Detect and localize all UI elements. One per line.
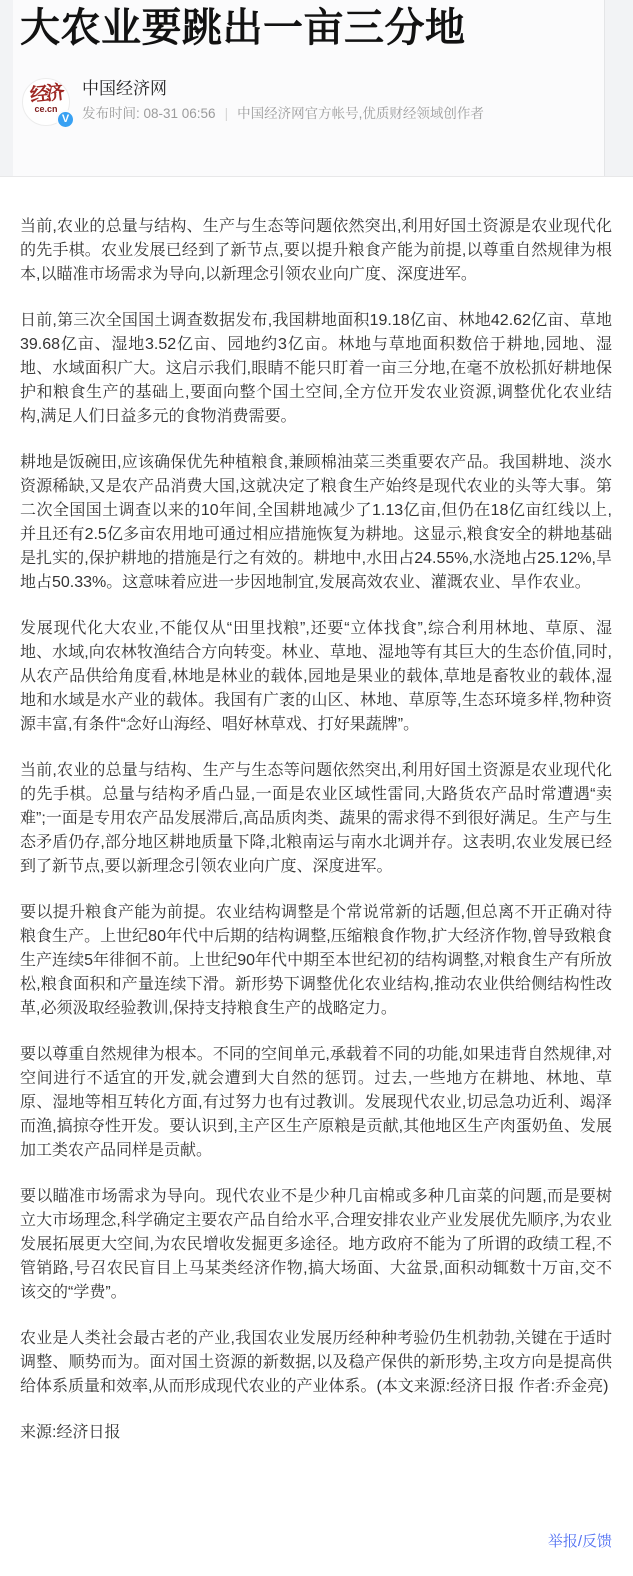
header-card bbox=[13, 0, 605, 176]
report-feedback-link[interactable]: 举报/反馈 bbox=[547, 1533, 612, 1550]
article-paragraph: 当前,农业的总量与结构、生产与生态等问题依然突出,利用好国土资源是农业现代化的先手棋。总量与结构矛盾凸显,一面是农业区域性雷同,大路货农产品时常遭遇“卖难”;一面是专用农产品发展滞后,高品质肉类、蔬果的需求得不到很好满足。生产与生态矛盾仍存,部分地区耕地质量下降,北粮南运与南水北调并存。这表明,农业发展已经到了新节点,要以新理念引领农业向广度、深度进军。 bbox=[20, 762, 612, 875]
page-title: 大农业要跳出一亩三分地 bbox=[20, 6, 466, 50]
article-header bbox=[0, 0, 633, 177]
article-paragraph: 耕地是饭碗田,应该确保优先种植粮食,兼顾棉油菜三类重要农产品。我国耕地、淡水资源稀缺,又是农产品消费大国,这就决定了粮食生产始终是现代农业的头等大事。第二次全国国土调查以来的10年间,全国耕地减少了1.13亿亩,但仍在18亿亩红线以上,并且还有2.5亿多亩农用地可通过相应措施恢复为耕地。这显示,粮食安全的耕地基础是扎实的,保护耕地的措施是行之有效的。耕地中,水田占24.55%,水浇地占25.12%,旱地占50.33%。这意味着应进一步因地制宜,发展高效农业、灌溉农业、旱作农业。 bbox=[20, 454, 612, 591]
author-name[interactable]: 中国经济网 bbox=[82, 79, 167, 98]
article-paragraph: 日前,第三次全国国土调查数据发布,我国耕地面积19.18亿亩、林地42.62亿亩、草地39.68亿亩、湿地3.52亿亩、园地约3亿亩。林地与草地面积数倍于耕地,园地、湿地、水域面积广大。这启示我们,眼睛不能只盯着一亩三分地,在毫不放松抓好耕地保护和粮食生产的基础上,要面向整个国土空间,全方位开发农业资源,调整优化农业结构,满足人们日益多元的食物消费需要。 bbox=[20, 312, 612, 425]
article-body bbox=[0, 177, 633, 1445]
avatar-subtext: ce.cn bbox=[34, 104, 58, 114]
avatar-calligraphy-text: 经济 bbox=[28, 81, 64, 107]
author-meta bbox=[82, 105, 484, 122]
author-avatar[interactable] bbox=[22, 78, 70, 126]
article-paragraph: 当前,农业的总量与结构、生产与生态等问题依然突出,利用好国土资源是农业现代化的先手棋。农业发展已经到了新节点,要以提升粮食产能为前提,以尊重自然规律为根本,以瞄准市场需求为导向,以新理念引领农业向广度、深度进军。 bbox=[20, 218, 612, 283]
article-paragraph: 要以瞄准市场需求为导向。现代农业不是少种几亩棉或多种几亩菜的问题,而是要树立大市场理念,科学确定主要农产品自给水平,合理安排农业产业发展优先顺序,为农业发展拓展更大空间,为农民增收发掘更多途径。地方政府不能为了所谓的政绩工程,不管销路,号召农民盲目上马某类经济作物,搞大场面、大盆景,面积动辄数十万亩,交不该交的“学费”。 bbox=[20, 1188, 612, 1301]
source-line: 来源:经济日报 bbox=[20, 1424, 121, 1441]
article-paragraph: 要以提升粮食产能为前提。农业结构调整是个常说常新的话题,但总离不开正确对待粮食生产。上世纪80年代中后期的结构调整,压缩粮食作物,扩大经济作物,曾导致粮食生产连续5年徘徊不前。上世纪90年代中期至本世纪初的结构调整,对粮食生产有所放松,粮食面积和产量连续下滑。新形势下调整优化农业结构,推动农业供给侧结构性改革,必须汲取经验教训,保持支持粮食生产的战略定力。 bbox=[20, 904, 612, 1017]
author-description: 中国经济网官方帐号,优质财经领域创作者 bbox=[237, 106, 484, 121]
article-paragraph: 发展现代化大农业,不能仅从“田里找粮”,还要“立体找食”,综合利用林地、草原、湿地、水域,向农林牧渔结合方向转变。林业、草地、湿地等有其巨大的生态价值,同时,从农产品供给角度看,林地是林业的载体,园地是果业的载体,草地是畜牧业的载体,湿地和水域是水产业的载体。我国有广袤的山区、林地、草原等,生态环境多样,物种资源丰富,有条件“念好山海经、唱好林草戏、打好果蔬牌”。 bbox=[20, 620, 612, 733]
verified-badge-icon: V bbox=[56, 110, 75, 129]
article-paragraph: 农业是人类社会最古老的产业,我国农业发展历经种种考验仍生机勃勃,关键在于适时调整、顺势而为。面对国土资源的新数据,以及稳产保供的新形势,主攻方向是提高供给体系质量和效率,从而形成现代农业的产业体系。(本文来源:经济日报 作者:乔金亮) bbox=[20, 1330, 612, 1395]
paragraph-list bbox=[20, 215, 612, 1399]
article-paragraph: 要以尊重自然规律为根本。不同的空间单元,承载着不同的功能,如果违背自然规律,对空间进行不适宜的开发,就会遭到大自然的惩罚。过去,一些地方在耕地、林地、草原、湿地等相互转化方面,有过努力也有过教训。发展现代农业,切忌急功近利、竭泽而渔,搞掠夺性开发。要认识到,主产区生产原粮是贡献,其他地区生产肉蛋奶鱼、发展加工类农产品同样是贡献。 bbox=[20, 1046, 612, 1159]
publish-time: 发布时间: 08-31 06:56 bbox=[82, 106, 216, 121]
meta-divider: | bbox=[224, 106, 229, 121]
